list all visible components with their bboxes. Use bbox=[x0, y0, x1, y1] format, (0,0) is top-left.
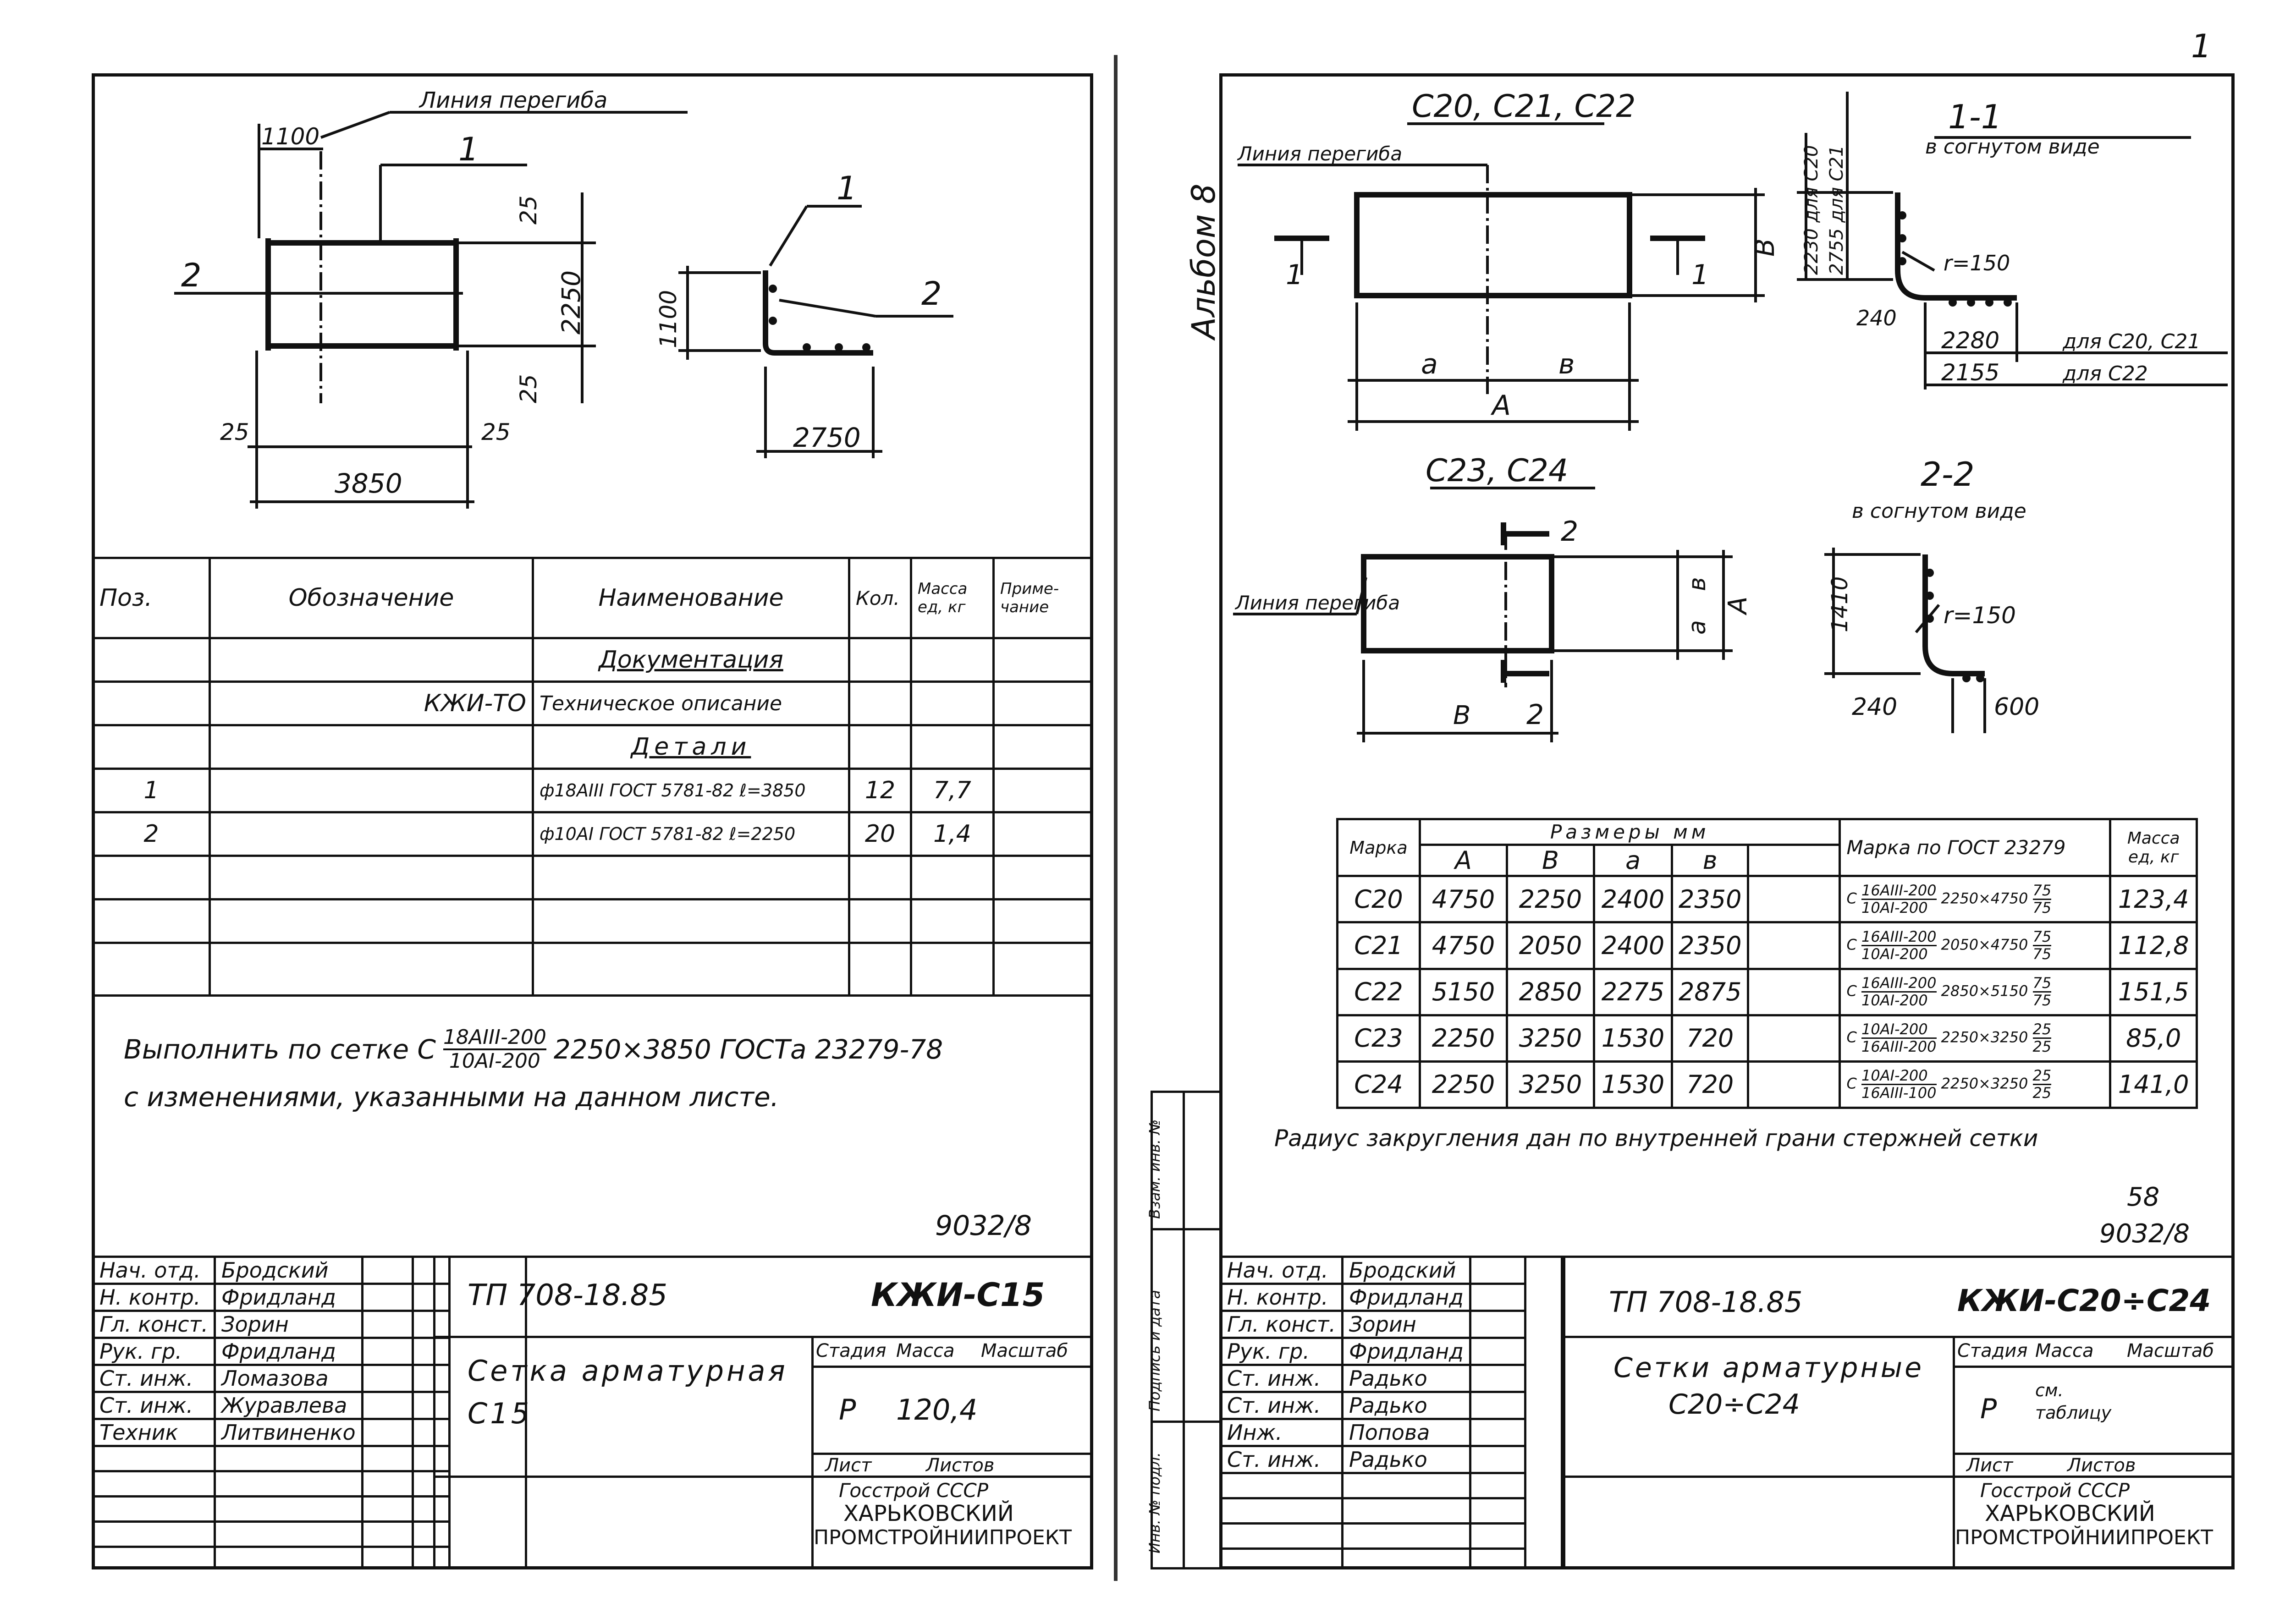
cell-mark: С24 bbox=[1338, 1061, 1420, 1108]
right-mass-label: Масса bbox=[2035, 1340, 2094, 1361]
role: Рук. гр. bbox=[1221, 1338, 1343, 1365]
left-drawing-code: КЖИ-С15 bbox=[871, 1276, 1045, 1314]
role-name: Радько bbox=[1343, 1446, 1470, 1473]
cell-a: 1530 bbox=[1594, 1061, 1672, 1108]
gost-dims: 2250×3250 bbox=[1941, 1028, 2028, 1046]
hdr-gost: Марка по ГОСТ 23279 bbox=[1840, 819, 2110, 876]
cell-mass: 123,4 bbox=[2110, 876, 2197, 922]
plan1-title: С20, С21, С22 bbox=[1412, 88, 1636, 125]
cell-gost: С 16АIII-200 10АI-200 2250×4750 $\frac{75}{75}$ bbox=[1840, 876, 2110, 922]
table-row bbox=[1338, 1061, 2197, 1108]
right-sheet-label: Лист bbox=[1966, 1455, 2013, 1476]
right-title-1: Сетки арматурные bbox=[1613, 1352, 1924, 1384]
plan2-A: А bbox=[1723, 596, 1753, 614]
note-fraction bbox=[443, 1026, 546, 1073]
left-tb-hline2 bbox=[811, 1366, 1093, 1368]
row2-qty: 20 bbox=[849, 812, 911, 856]
role-name: Фридланд bbox=[1343, 1284, 1470, 1311]
left-title: Сетка арматурная С15 bbox=[468, 1354, 788, 1430]
note-suffix: 2250×3850 ГОСТа 23279-78 bbox=[553, 1034, 943, 1065]
plan2-title: С23, С24 bbox=[1426, 453, 1569, 489]
hdr-pos: Поз. bbox=[93, 558, 210, 638]
cell-mass: 112,8 bbox=[2110, 922, 2197, 969]
section1-v1: 2230 для С20 bbox=[1801, 145, 1822, 275]
role-name: Литвиненко bbox=[215, 1419, 363, 1446]
gost-dims: 2250×4750 bbox=[1941, 889, 2028, 907]
right-sheets-label: Листов bbox=[2067, 1455, 2136, 1476]
hdr-mass: Масса ед, кг bbox=[911, 558, 994, 638]
gost-dims: 2850×5150 bbox=[1941, 982, 2028, 1000]
section1-h2: 2155 bbox=[1941, 359, 2000, 386]
cell-A: 2250 bbox=[1420, 1061, 1507, 1108]
role: Гл. конст. bbox=[93, 1311, 215, 1338]
note-frac-num: 18АIII-200 bbox=[443, 1026, 546, 1050]
role: Ст. инж. bbox=[1221, 1446, 1343, 1473]
role-name: Бродский bbox=[1343, 1257, 1470, 1284]
role: Техник bbox=[93, 1419, 215, 1446]
section2-v: 1410 bbox=[1827, 576, 1853, 632]
role-name: Журавлева bbox=[215, 1392, 363, 1419]
section1-v2: 2755 для С21 bbox=[1826, 145, 1847, 275]
gost-f1: 25 bbox=[2033, 1068, 2052, 1085]
cell-mass: 141,0 bbox=[2110, 1061, 2197, 1108]
section-docs: Документация bbox=[533, 638, 849, 682]
plan1-B: В bbox=[1749, 238, 1780, 257]
side-pos-2: 2 bbox=[921, 275, 942, 313]
gost-num: 10АI-200 bbox=[1861, 1068, 1937, 1085]
gost-num: 10АI-200 bbox=[1861, 1021, 1937, 1039]
cell-gost: С 16АIII-200 10АI-200 2850×5150 $\frac{75}{75}$ bbox=[1840, 969, 2110, 1015]
section2-r: r=150 bbox=[1944, 602, 2016, 629]
side-pos-1: 1 bbox=[837, 170, 857, 207]
cell-A: 4750 bbox=[1420, 876, 1507, 922]
gost-f1: 75 bbox=[2033, 883, 2052, 900]
gost-dims: 2250×3250 bbox=[1941, 1075, 2028, 1092]
stamp-vzam: Взам. инв. № bbox=[1146, 1119, 1163, 1219]
gost-f1: 25 bbox=[2033, 1021, 2052, 1039]
left-project: ТП 708-18.85 bbox=[468, 1278, 668, 1312]
cell-b: 2875 bbox=[1672, 969, 1748, 1015]
right-tb-divider bbox=[1563, 1336, 2235, 1338]
role: Нач. отд. bbox=[93, 1257, 215, 1284]
gost-den: 10АI-200 bbox=[1861, 899, 1928, 916]
hdr-mass-unit: Масса ед, кг bbox=[2110, 819, 2197, 876]
left-org2: ХАРЬКОВСКИЙ bbox=[843, 1501, 1014, 1526]
doc-code: КЖИ-ТО bbox=[210, 682, 533, 725]
section2-title: 2-2 bbox=[1921, 455, 1975, 494]
right-org3: ПРОМСТРОЙНИИПРОЕКТ bbox=[1955, 1526, 2213, 1549]
cell-A: 4750 bbox=[1420, 922, 1507, 969]
gost-f1: 75 bbox=[2033, 975, 2052, 993]
section2-h: 600 bbox=[1994, 693, 2040, 721]
gost-den: 10АI-200 bbox=[1861, 992, 1928, 1010]
cell-b: 2350 bbox=[1672, 876, 1748, 922]
right-stage-label: Стадия bbox=[1957, 1340, 2028, 1361]
row1-mass: 7,7 bbox=[911, 769, 994, 812]
hdr-b: в bbox=[1672, 845, 1748, 876]
side-stamp-h2 bbox=[1151, 1421, 1222, 1423]
right-tb-hline2 bbox=[1953, 1366, 2235, 1368]
dim-25-br: 25 bbox=[481, 419, 511, 445]
cell-b: 720 bbox=[1672, 1015, 1748, 1061]
role-name: Радько bbox=[1343, 1365, 1470, 1392]
side-stamp-h1 bbox=[1151, 1228, 1222, 1230]
cell-A: 5150 bbox=[1420, 969, 1507, 1015]
role: Н. контр. bbox=[93, 1284, 215, 1311]
plan1-a: a bbox=[1421, 348, 1438, 380]
plan1-A: А bbox=[1492, 390, 1511, 422]
right-project: ТП 708-18.85 bbox=[1609, 1285, 1803, 1319]
cell-B: 2050 bbox=[1507, 922, 1594, 969]
left-mass: 120,4 bbox=[896, 1393, 978, 1426]
right-scale-label: Масштаб bbox=[2127, 1340, 2214, 1361]
hdr-B: В bbox=[1507, 845, 1594, 876]
plan2-b: в bbox=[1684, 577, 1711, 591]
plan1-cut-right: 1 bbox=[1691, 259, 1709, 291]
right-drawing-code: КЖИ-С20÷С24 bbox=[1957, 1283, 2211, 1318]
left-org3: ПРОМСТРОЙНИИПРОЕКТ bbox=[814, 1526, 1072, 1549]
role: Инж. bbox=[1221, 1419, 1343, 1446]
plan1-b: в bbox=[1558, 348, 1575, 380]
role: Ст. инж. bbox=[1221, 1365, 1343, 1392]
role-name: Бродский bbox=[215, 1257, 363, 1284]
cell-mark: С20 bbox=[1338, 876, 1420, 922]
plan1-bend-line: Линия перегиба bbox=[1238, 143, 1403, 165]
hdr-note: Приме-чание bbox=[994, 558, 1092, 638]
bend-line-label: Линия перегиба bbox=[419, 88, 608, 113]
left-stage: Р bbox=[839, 1393, 856, 1426]
right-title-2: С20÷С24 bbox=[1668, 1388, 1800, 1421]
section1-title: 1-1 bbox=[1948, 98, 2002, 136]
cell-mark: С22 bbox=[1338, 969, 1420, 1015]
row1-qty: 12 bbox=[849, 769, 911, 812]
role-name: Зорин bbox=[1343, 1311, 1470, 1338]
role-name: Зорин bbox=[215, 1311, 363, 1338]
section-details: Детали bbox=[533, 725, 849, 769]
left-sheet-label: Лист bbox=[825, 1455, 872, 1476]
right-mass: см. таблицу bbox=[2035, 1380, 2112, 1423]
right-drawing bbox=[0, 0, 2274, 779]
left-stage-label: Стадия bbox=[816, 1340, 886, 1361]
row1-name: ф18АIII ГОСТ 5781-82 ℓ=3850 bbox=[533, 769, 849, 812]
cell-mass: 85,0 bbox=[2110, 1015, 2197, 1061]
cell-gost: С 10АI-200 16АIII-100 2250×3250 $\frac{25}{25}$ bbox=[1840, 1061, 2110, 1108]
right-stage: Р bbox=[1980, 1393, 1997, 1425]
left-org1: Госстрой СССР bbox=[839, 1479, 989, 1502]
cell-a: 1530 bbox=[1594, 1015, 1672, 1061]
gost-dims: 2050×4750 bbox=[1941, 936, 2028, 954]
gost-f2: 75 bbox=[2032, 899, 2052, 916]
table-row bbox=[93, 812, 1092, 856]
dim-25-bl: 25 bbox=[220, 419, 249, 445]
role-name: Ломазова bbox=[215, 1365, 363, 1392]
section1-r: r=150 bbox=[1944, 251, 2010, 275]
plan2-B: В bbox=[1453, 701, 1471, 730]
hdr-qty: Кол. bbox=[849, 558, 911, 638]
left-tb-divider bbox=[433, 1336, 1093, 1338]
left-note-line2: с изменениями, указанными на данном листе. bbox=[124, 1081, 779, 1113]
cell-mark: С23 bbox=[1338, 1015, 1420, 1061]
side-dim-2750: 2750 bbox=[793, 422, 861, 453]
gost-f2: 25 bbox=[2032, 1038, 2052, 1056]
left-scale-label: Масштаб bbox=[981, 1340, 1068, 1361]
cell-mark: С21 bbox=[1338, 922, 1420, 969]
gost-num: 16АIII-200 bbox=[1861, 883, 1937, 900]
table-row bbox=[1338, 922, 2197, 969]
role-name: Радько bbox=[1343, 1392, 1470, 1419]
role-name: Фридланд bbox=[215, 1338, 363, 1365]
row2-mass: 1,4 bbox=[911, 812, 994, 856]
cell-a: 2400 bbox=[1594, 876, 1672, 922]
hdr-sizes: Размеры мм bbox=[1420, 819, 1840, 845]
dim-2250: 2250 bbox=[556, 270, 586, 335]
cell-a: 2400 bbox=[1594, 922, 1672, 969]
section1-h2-note: для С22 bbox=[2063, 362, 2148, 385]
hdr-name: Наименование bbox=[533, 558, 849, 638]
side-stamp-col bbox=[1183, 1091, 1185, 1569]
pos-2-label: 2 bbox=[181, 257, 202, 294]
role-name: Фридланд bbox=[215, 1284, 363, 1311]
role: Гл. конст. bbox=[1221, 1311, 1343, 1338]
plan2-cut-top: 2 bbox=[1561, 516, 1579, 548]
plan2-cut-bottom: 2 bbox=[1526, 699, 1544, 731]
gost-f2: 25 bbox=[2032, 1084, 2052, 1102]
row2-pos: 2 bbox=[93, 812, 210, 856]
plan2-a: a bbox=[1684, 620, 1711, 635]
stamp-inv-podl: Инв. № подл. bbox=[1146, 1452, 1163, 1553]
gost-f1: 75 bbox=[2033, 929, 2052, 946]
gost-den: 10АI-200 bbox=[1861, 945, 1928, 963]
right-org1: Госстрой СССР bbox=[1980, 1479, 2130, 1502]
gost-num: 16АIII-200 bbox=[1861, 929, 1937, 946]
left-sheets-label: Листов bbox=[926, 1455, 995, 1476]
hdr-a: a bbox=[1594, 845, 1672, 876]
left-mass-label: Масса bbox=[896, 1340, 955, 1361]
section2-240: 240 bbox=[1852, 693, 1898, 721]
section1-240: 240 bbox=[1856, 306, 1897, 330]
dim-1100: 1100 bbox=[261, 123, 320, 150]
section2-subtitle: в согнутом виде bbox=[1852, 499, 2026, 523]
cell-gost: С 16АIII-200 10АI-200 2050×4750 $\frac{75}{75}$ bbox=[1840, 922, 2110, 969]
hdr-mark: Марка bbox=[1338, 819, 1420, 876]
table-row bbox=[1338, 1015, 2197, 1061]
left-sheet-code: 9032/8 bbox=[935, 1210, 1032, 1242]
role: Н. контр. bbox=[1221, 1284, 1343, 1311]
table-row bbox=[1338, 969, 2197, 1015]
cell-B: 2250 bbox=[1507, 876, 1594, 922]
cell-B: 3250 bbox=[1507, 1061, 1594, 1108]
side-dim-1100: 1100 bbox=[655, 290, 682, 348]
section1-h1-note: для С20, С21 bbox=[2063, 330, 2201, 353]
left-note-line1 bbox=[124, 1026, 943, 1073]
role-name: Попова bbox=[1343, 1419, 1470, 1446]
gost-den: 16АIII-200 bbox=[1861, 1038, 1937, 1056]
cell-mass: 151,5 bbox=[2110, 969, 2197, 1015]
role: Ст. инж. bbox=[1221, 1392, 1343, 1419]
gost-f2: 75 bbox=[2032, 992, 2052, 1010]
corner-mark: 1 bbox=[2191, 27, 2212, 65]
note-prefix: Выполнить по сетке С bbox=[124, 1034, 436, 1065]
right-sheet-code: 9032/8 bbox=[2099, 1219, 2190, 1249]
gost-num: 16АIII-200 bbox=[1861, 975, 1937, 993]
plan2-bend-line: Линия перегиба bbox=[1235, 592, 1400, 614]
stamp-podpis: Подпись и дата bbox=[1146, 1289, 1163, 1411]
cell-B: 2850 bbox=[1507, 969, 1594, 1015]
cell-b: 720 bbox=[1672, 1061, 1748, 1108]
note-frac-den: 10АI-200 bbox=[449, 1049, 540, 1073]
gost-den: 16АIII-100 bbox=[1861, 1084, 1937, 1102]
pos-1-label: 1 bbox=[458, 131, 479, 168]
table-row bbox=[1338, 876, 2197, 922]
row1-pos: 1 bbox=[93, 769, 210, 812]
hdr-A: А bbox=[1420, 845, 1507, 876]
cell-B: 3250 bbox=[1507, 1015, 1594, 1061]
role-name: Фридланд bbox=[1343, 1338, 1470, 1365]
role: Ст. инж. bbox=[93, 1392, 215, 1419]
page-number: 58 bbox=[2127, 1182, 2160, 1212]
section1-h1: 2280 bbox=[1941, 327, 2000, 354]
role: Нач. отд. bbox=[1221, 1257, 1343, 1284]
cell-b: 2350 bbox=[1672, 922, 1748, 969]
sizes-table bbox=[1336, 818, 2198, 1109]
right-org2: ХАРЬКОВСКИЙ bbox=[1985, 1501, 2155, 1526]
section1-subtitle: в согнутом виде bbox=[1925, 135, 2100, 159]
cell-gost: С 10АI-200 16АIII-200 2250×3250 $\frac{25}{25}$ bbox=[1840, 1015, 2110, 1061]
dim-25-top: 25 bbox=[515, 195, 542, 225]
role: Ст. инж. bbox=[93, 1365, 215, 1392]
cell-A: 2250 bbox=[1420, 1015, 1507, 1061]
hdr-designation: Обозначение bbox=[210, 558, 533, 638]
plan1-cut-left: 1 bbox=[1286, 259, 1304, 291]
album-label: Альбом 8 bbox=[1185, 183, 1222, 339]
cell-a: 2275 bbox=[1594, 969, 1672, 1015]
right-title-block-roles bbox=[1219, 1256, 1563, 1569]
row2-name: ф10АI ГОСТ 5781-82 ℓ=2250 bbox=[533, 812, 849, 856]
dim-3850: 3850 bbox=[335, 468, 402, 499]
gost-f2: 75 bbox=[2032, 945, 2052, 963]
role: Рук. гр. bbox=[93, 1338, 215, 1365]
dim-25-right: 25 bbox=[515, 374, 542, 403]
doc-name: Техническое описание bbox=[533, 682, 849, 725]
radius-note: Радиус закругления дан по внутренней грани стержней сетки bbox=[1274, 1125, 2038, 1152]
